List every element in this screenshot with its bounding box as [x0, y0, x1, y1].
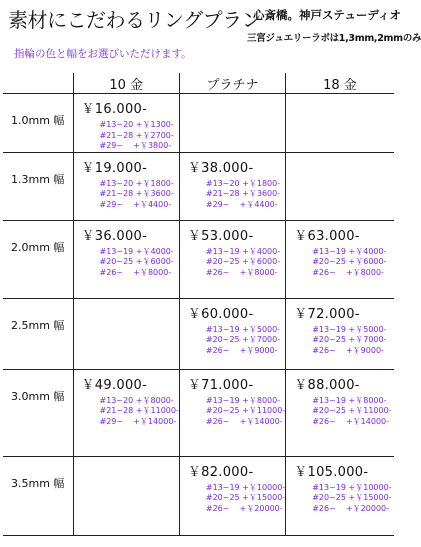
base-price: ￥49.000-: [81, 377, 148, 393]
price-cell-10k: [73, 369, 179, 456]
price-cell-18k: [286, 298, 394, 369]
column-header-platinum: プラチナ: [179, 73, 285, 94]
base-price: ￥53.000-: [187, 228, 254, 244]
table-row: [3, 456, 394, 535]
size-surcharge-line: #13~19 +￥10000-: [205, 482, 286, 492]
price-cell-10k: [73, 298, 179, 369]
size-surcharge-line: #13~19 +￥4000-: [99, 246, 174, 256]
size-surcharge-line: #29~ +￥14000-: [99, 416, 177, 426]
row-label-cell: [3, 456, 73, 535]
price-cell-18k: [286, 220, 394, 298]
table-header-row: [3, 73, 394, 94]
base-price: ￥19.000-: [81, 160, 148, 176]
row-label-cell: [3, 298, 73, 369]
size-surcharge-line: #20~25 +￥15000-: [205, 493, 286, 502]
brand-note: 三宮ジュエリーラボは1,3mm,2mmのみ: [247, 33, 421, 44]
price-cell-18k: [286, 369, 394, 456]
size-surcharge-list: [74, 393, 179, 428]
base-price: ￥71.000-: [187, 377, 254, 393]
size-surcharge-line: #13~20 +￥8000-: [99, 395, 174, 405]
table-row: [3, 298, 394, 369]
base-price: ￥38.000-: [187, 160, 254, 176]
size-surcharge-line: #29~ +￥3800-: [99, 141, 172, 150]
price-cell-platinum: [179, 94, 285, 153]
price-cell-platinum: [179, 220, 285, 298]
size-surcharge-list: [286, 393, 394, 428]
size-surcharge-line: #26~ +￥20000-: [205, 503, 283, 513]
size-surcharge-line: #26~ +￥14000-: [205, 416, 283, 426]
size-surcharge-line: #20~25 +￥6000-: [312, 257, 387, 266]
size-surcharge-line: #20~25 +￥11000-: [312, 406, 392, 415]
size-surcharge-line: #20~25 +￥6000-: [99, 257, 174, 266]
size-surcharge-list: [180, 244, 285, 279]
page-subtitle: 指輪の色と幅をお選びいただけます。: [14, 48, 192, 60]
price-cell-10k: [73, 152, 179, 220]
base-price: ￥105.000-: [294, 464, 369, 480]
size-surcharge-line: #13~19 +￥4000-: [205, 246, 281, 256]
row-label-cell: [3, 152, 73, 220]
table-row: [3, 369, 394, 456]
size-surcharge-line: #29~ +￥4400-: [205, 199, 278, 209]
size-surcharge-line: #21~28 +￥2700-: [99, 130, 174, 140]
base-price: ￥60.000-: [187, 306, 254, 322]
base-price: ￥88.000-: [294, 377, 360, 393]
price-cell-platinum: [179, 152, 285, 220]
width-label: 2.0mm 幅: [11, 240, 65, 254]
width-label: 3.0mm 幅: [11, 389, 65, 403]
size-surcharge-line: #13~19 +￥5000-: [205, 324, 281, 334]
row-label-cell: [3, 369, 73, 456]
base-price: ￥63.000-: [294, 228, 360, 244]
size-surcharge-list: [180, 322, 285, 357]
base-price: ￥36.000-: [81, 228, 148, 244]
price-cell-18k: [286, 94, 394, 153]
row-label-cell: [3, 220, 73, 298]
price-cell-10k: [73, 94, 179, 153]
price-cell-18k: [286, 152, 394, 220]
size-surcharge-line: #20~25 +￥11000-: [205, 406, 286, 415]
price-cell-18k: [286, 456, 394, 535]
size-surcharge-line: #13~19 +￥4000-: [312, 246, 387, 256]
size-surcharge-line: #13~20 +￥1800-: [205, 178, 281, 188]
size-surcharge-list: [180, 480, 285, 515]
size-surcharge-line: #29~ +￥4400-: [99, 199, 172, 209]
width-label: 1.3mm 幅: [11, 172, 65, 186]
column-header-18k: 18 金: [286, 73, 394, 94]
size-surcharge-line: #26~ +￥14000-: [312, 416, 390, 426]
size-surcharge-list: [286, 480, 394, 515]
size-surcharge-line: #26~ +￥9000-: [205, 345, 278, 355]
size-surcharge-line: #13~20 +￥1300-: [99, 120, 174, 129]
size-surcharge-list: [180, 393, 285, 428]
size-surcharge-list: [286, 322, 394, 357]
size-surcharge-list: [286, 244, 394, 279]
width-label: 3.5mm 幅: [11, 476, 65, 490]
size-surcharge-line: #21~28 +￥3600-: [99, 189, 174, 198]
size-surcharge-line: #20~25 +￥7000-: [312, 335, 387, 344]
width-label: 2.5mm 幅: [11, 318, 65, 332]
size-surcharge-line: #21~28 +￥3600-: [205, 189, 281, 198]
size-surcharge-line: #26~ +￥9000-: [312, 345, 384, 355]
size-surcharge-list: [74, 117, 179, 152]
base-price: ￥82.000-: [187, 464, 254, 480]
size-surcharge-line: #20~25 +￥6000-: [205, 257, 281, 266]
width-label: 1.0mm 幅: [11, 114, 65, 127]
price-cell-platinum: [179, 369, 285, 456]
size-surcharge-line: #13~19 +￥5000-: [312, 324, 387, 334]
base-price: ￥72.000-: [294, 306, 360, 322]
size-surcharge-line: #26~ +￥20000-: [312, 503, 390, 513]
size-surcharge-line: #26~ +￥8000-: [205, 267, 278, 277]
column-header-10k: 10 金: [73, 73, 179, 94]
size-surcharge-line: #13~19 +￥10000-: [312, 482, 392, 492]
size-surcharge-line: #13~20 +￥1800-: [99, 178, 174, 188]
page-title: 素材にこだわるリングプラン: [8, 8, 262, 32]
base-price: ￥16.000-: [81, 102, 148, 117]
size-surcharge-list: [180, 176, 285, 211]
table-row: [3, 94, 394, 153]
price-cell-10k: [73, 220, 179, 298]
size-surcharge-line: #26~ +￥8000-: [312, 267, 384, 277]
size-surcharge-line: #26~ +￥8000-: [99, 267, 172, 277]
header-corner: [3, 73, 73, 94]
size-surcharge-line: #13~19 +￥8000-: [205, 395, 281, 405]
price-cell-10k: [73, 456, 179, 535]
size-surcharge-list: [74, 244, 179, 279]
price-table: [3, 73, 394, 536]
brand-name: 心斎橋。神戸ステューディオ: [253, 8, 402, 22]
table-row: [3, 152, 394, 220]
size-surcharge-line: #20~25 +￥7000-: [205, 335, 281, 344]
size-surcharge-line: #21~28 +￥11000-: [99, 406, 179, 415]
table-row: [3, 220, 394, 298]
price-cell-platinum: [179, 456, 285, 535]
row-label-cell: [3, 94, 73, 153]
size-surcharge-line: #13~19 +￥8000-: [312, 395, 387, 405]
size-surcharge-line: #20~25 +￥15000-: [312, 493, 392, 502]
size-surcharge-list: [74, 176, 179, 211]
price-cell-platinum: [179, 298, 285, 369]
